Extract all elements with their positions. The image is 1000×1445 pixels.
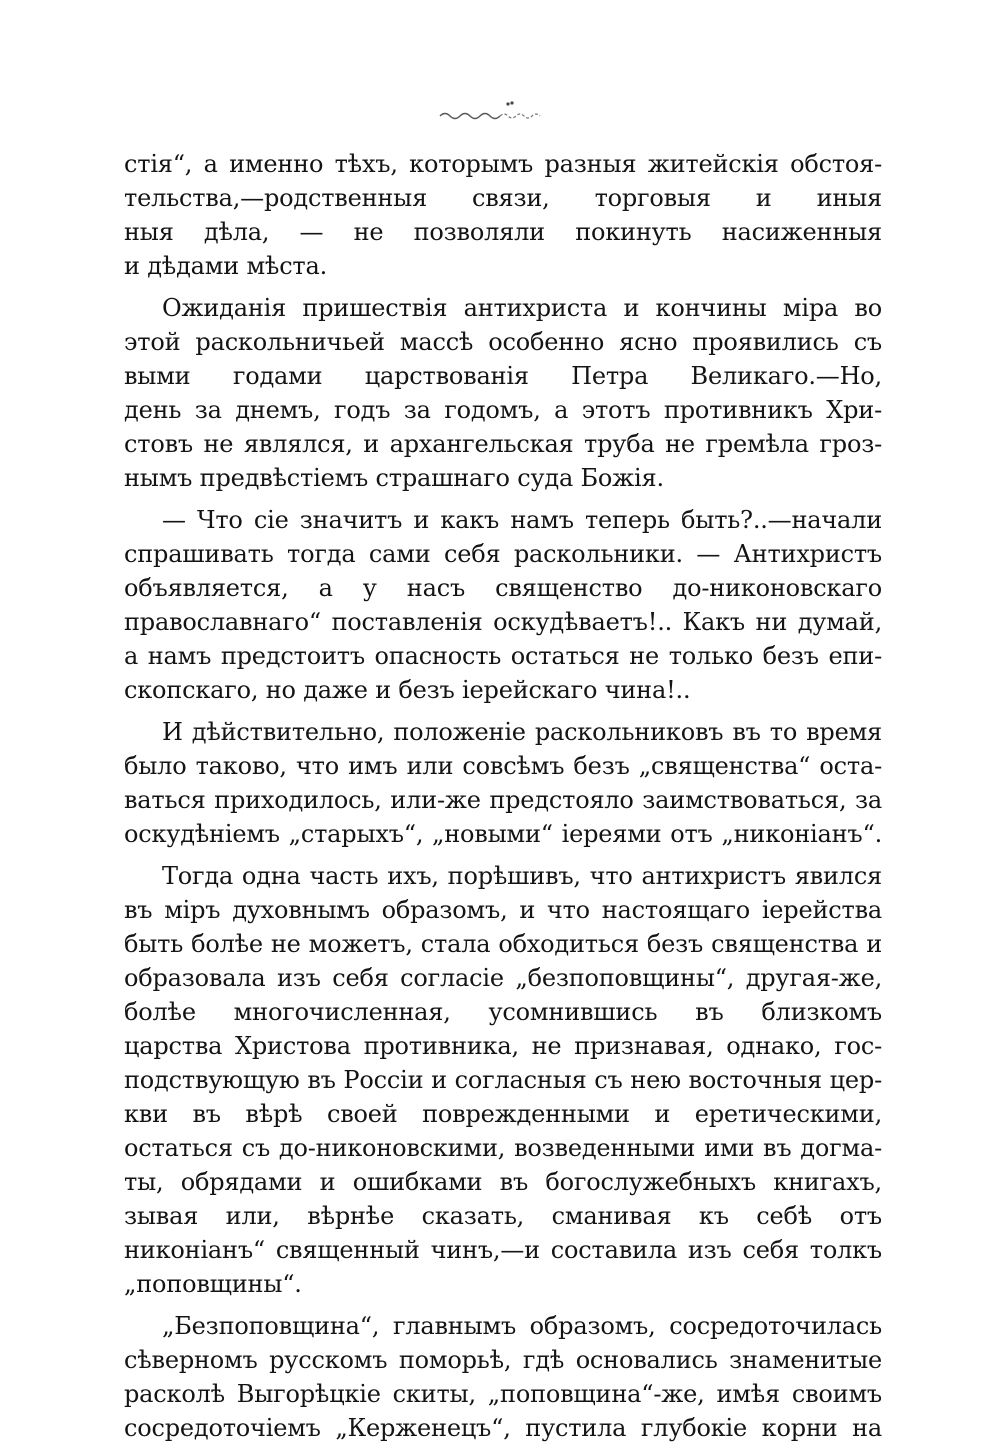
text-line: И дѣйствительно, положеніе раскольниковъ въ то время bbox=[162, 718, 882, 746]
text-line: и дѣдами мѣста. bbox=[124, 252, 328, 280]
text-line: стовъ не являлся, и архангельская труба не гремѣла гроз- bbox=[124, 430, 882, 458]
text-line: быть болѣе не можетъ, стала обходиться безъ священства и bbox=[124, 930, 882, 958]
text-line: болѣе многочисленная, усомнившись въ близкомъ bbox=[124, 998, 882, 1026]
text-line: Тогда одна часть ихъ, порѣшивъ, что антихристъ явился bbox=[162, 862, 882, 890]
text-line: подствующую въ Россіи и согласныя съ нею восточныя цер- bbox=[124, 1066, 882, 1094]
text-line: въ міръ духовнымъ образомъ, и что настоящаго іерейства bbox=[124, 896, 882, 924]
text-line: оскудѣніемъ „старыхъ“, „новыми“ іереями отъ „никоніанъ“. bbox=[124, 820, 882, 848]
text-line: тельства,—родственныя связи, торговыя и иныя bbox=[124, 184, 882, 212]
paragraph-5 bbox=[124, 859, 882, 1301]
text-line: выми годами царствованія Петра Великаго.—Но, bbox=[124, 362, 882, 390]
text-line: стія“, а именно тѣхъ, которымъ разныя житейскія обстоя- bbox=[124, 150, 882, 178]
text-line: было таково, что имъ или совсѣмъ безъ „священства“ оста- bbox=[124, 752, 882, 780]
text-line: остаться съ до-никоновскими, возведенными ими въ догма- bbox=[124, 1134, 882, 1162]
text-line: этой раскольничьей массѣ особенно ясно проявились съ bbox=[124, 328, 882, 356]
page-number-ornament bbox=[430, 96, 570, 126]
text-line: „поповщины“. bbox=[124, 1270, 302, 1298]
text-line: нымъ предвѣстіемъ страшнаго суда Божія. bbox=[124, 464, 664, 492]
text-line: образовала изъ себя согласіе „безпоповщины“, другая-же, bbox=[124, 964, 882, 992]
text-line: сосредоточіемъ „Керженецъ“, пустила глубокіе корни на bbox=[124, 1414, 882, 1442]
text-line: ты, обрядами и ошибками въ богослужебныхъ книгахъ, bbox=[124, 1168, 882, 1196]
text-line: кви въ вѣрѣ своей поврежденными и еретическими, bbox=[124, 1100, 882, 1128]
text-line: православнаго“ поставленія оскудѣваетъ!.. Какъ ни думай, bbox=[124, 608, 882, 636]
paragraph-2 bbox=[124, 291, 882, 495]
text-line: Ожиданія пришествія антихриста и кончины міра во bbox=[162, 294, 882, 322]
text-line: царства Христова противника, не признавая, однако, гос- bbox=[124, 1032, 882, 1060]
text-line: скопскаго, но даже и безъ іерейскаго чина!.. bbox=[124, 676, 691, 704]
text-line: день за днемъ, годъ за годомъ, а этотъ противникъ Хри- bbox=[124, 396, 882, 424]
text-line: объявляется, а у насъ священство до-никоновскаго bbox=[124, 574, 882, 602]
text-line: а намъ предстоитъ опасность остаться не только безъ епи- bbox=[124, 642, 882, 670]
text-line: никоніанъ“ священный чинъ,—и составила изъ себя толкъ bbox=[124, 1236, 882, 1264]
text-line: сѣверномъ русскомъ поморьѣ, гдѣ основались знаменитые bbox=[124, 1346, 882, 1374]
text-line: — Что сіе значитъ и какъ намъ теперь быть?..—начали bbox=[162, 506, 882, 534]
text-line: ваться приходилось, или-же предстояло заимствоваться, за bbox=[124, 786, 882, 814]
text-line: расколѣ Выгорѣцкіе скиты, „поповщина“-же, имѣя своимъ bbox=[124, 1380, 882, 1408]
page-text bbox=[124, 147, 882, 1445]
paragraph-3 bbox=[124, 503, 882, 707]
paragraph-1 bbox=[124, 147, 882, 283]
text-line: зывая или, вѣрнѣе сказать, сманивая къ себѣ отъ bbox=[124, 1202, 882, 1230]
page-header bbox=[430, 96, 570, 126]
text-line: „Безпоповщина“, главнымъ образомъ, сосредоточилась bbox=[162, 1312, 882, 1340]
paragraph-4 bbox=[124, 715, 882, 851]
text-line: ныя дѣла, — не позволяли покинуть насиженныя bbox=[124, 218, 882, 246]
text-line: спрашивать тогда сами себя раскольники. — Антихристъ bbox=[124, 540, 882, 568]
paragraph-6 bbox=[124, 1309, 882, 1445]
